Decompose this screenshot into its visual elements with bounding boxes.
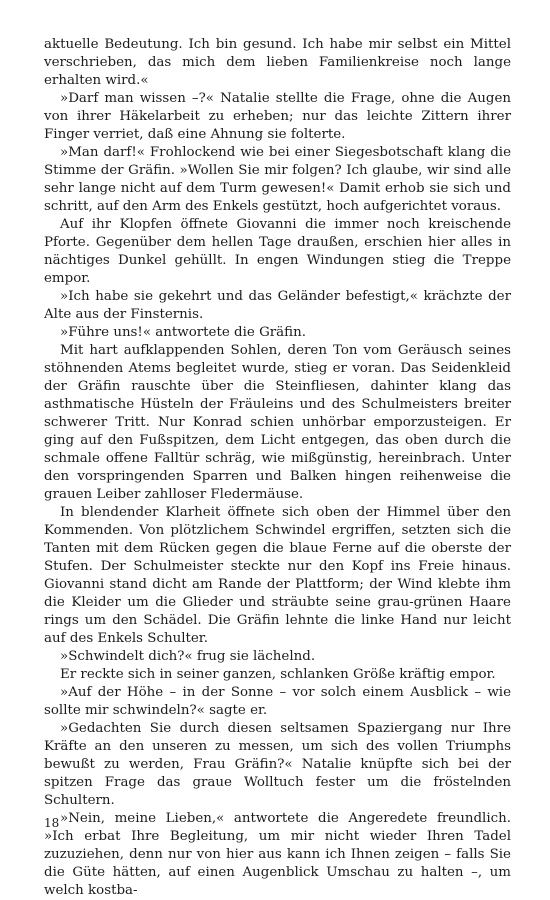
book-page — [44, 36, 511, 900]
paragraph: »Gedachten Sie durch diesen seltsamen Spaziergang nur Ihre Kräfte an den unseren zu messen, um sich des vollen Triumphs bewußt zu werden, Frau Gräfin?« Natalie knüpfte sich bei der spitzen Frage das graue Wolltuch fester um die fröstelnden Schultern. — [44, 721, 511, 808]
paragraph: »Man darf!« Frohlockend wie bei einer Siegesbotschaft klang die Stimme der Gräfin. »Wollen Sie mir folgen? Ich glaube, wir sind alle sehr lange nicht auf dem Turm gewesen!« Damit erhob sie sich und schritt, auf den Arm des Enkels gestützt, hoch aufgerichtet voraus. — [44, 145, 511, 214]
page-number: 18 — [44, 816, 60, 830]
paragraph: In blendender Klarheit öffnete sich oben der Himmel über den Kommenden. Von plötzlichem Schwindel ergriffen, setzten sich die Tanten mit dem Rücken gegen die blaue Ferne auf die oberste der Stufen. Der Schulmeister steckte nur den Kopf ins Freie hinaus. Giovanni stand dicht am Rande der Plattform; der Wind klebte ihm die Kleider um die Glieder und sträubte seine grau-grünen Haare rings um den Schädel. Die Gräfin lehnte die linke Hand nur leicht auf des Enkels Schulter. — [44, 505, 511, 646]
paragraph: Er reckte sich in seiner ganzen, schlanken Größe kräftig empor. — [60, 667, 496, 682]
paragraph: »Ich habe sie gekehrt und das Geländer befestigt,« krächzte der Alte aus der Finsternis. — [44, 289, 511, 322]
paragraph: »Darf man wissen –?« Natalie stellte die Frage, ohne die Augen von ihrer Häkelarbeit zu erheben; nur das leichte Zittern ihrer Finger verriet, daß eine Ahnung sie folterte. — [44, 91, 511, 142]
paragraph: Auf ihr Klopfen öffnete Giovanni die immer noch kreischende Pforte. Gegenüber dem hellen Tage draußen, erschien hier alles in nächtiges Dunkel gehüllt. In engen Windungen stieg die Treppe empor. — [44, 217, 511, 286]
paragraph: »Schwindelt dich?« frug sie lächelnd. — [60, 649, 316, 664]
paragraph: Mit hart aufklappenden Sohlen, deren Ton vom Geräusch seines stöhnenden Atems begleitet wurde, stieg er voran. Das Seidenkleid der Gräfin rauschte über die Steinfliesen, dahinter klang das asthmatische Hüsteln der Fräuleins und des Schulmeisters breiter schwerer Tritt. Nur Konrad schien unhörbar emporzusteigen. Er ging auf den Fußspitzen, dem Licht entgegen, das oben durch die schmale offene Falltür schräg, wie mißgünstig, hereinbrach. Unter den vorspringenden Sparren und Balken hingen reihenweise die grauen Leiber zahlloser Fledermäuse. — [44, 343, 511, 502]
paragraph: »Auf der Höhe – in der Sonne – vor solch einem Ausblick – wie sollte mir schwindeln?« sagte er. — [44, 685, 511, 718]
paragraph: »Führe uns!« antwortete die Gräfin. — [60, 325, 306, 340]
paragraph: aktuelle Bedeutung. Ich bin gesund. Ich habe mir selbst ein Mittel verschrieben, das mich dem lieben Familienkreise noch lange erhalten wird.« — [44, 37, 511, 88]
paragraph: »Nein, meine Lieben,« antwortete die Angeredete freundlich. »Ich erbat Ihre Begleitung, um mir nicht wieder Ihren Tadel zuzuziehen, denn nur von hier aus kann ich Ihnen zeigen – falls Sie die Güte hätten, auf einen Augenblick Umschau zu halten –, um welch kostba- — [44, 811, 511, 898]
body-text — [44, 36, 511, 900]
